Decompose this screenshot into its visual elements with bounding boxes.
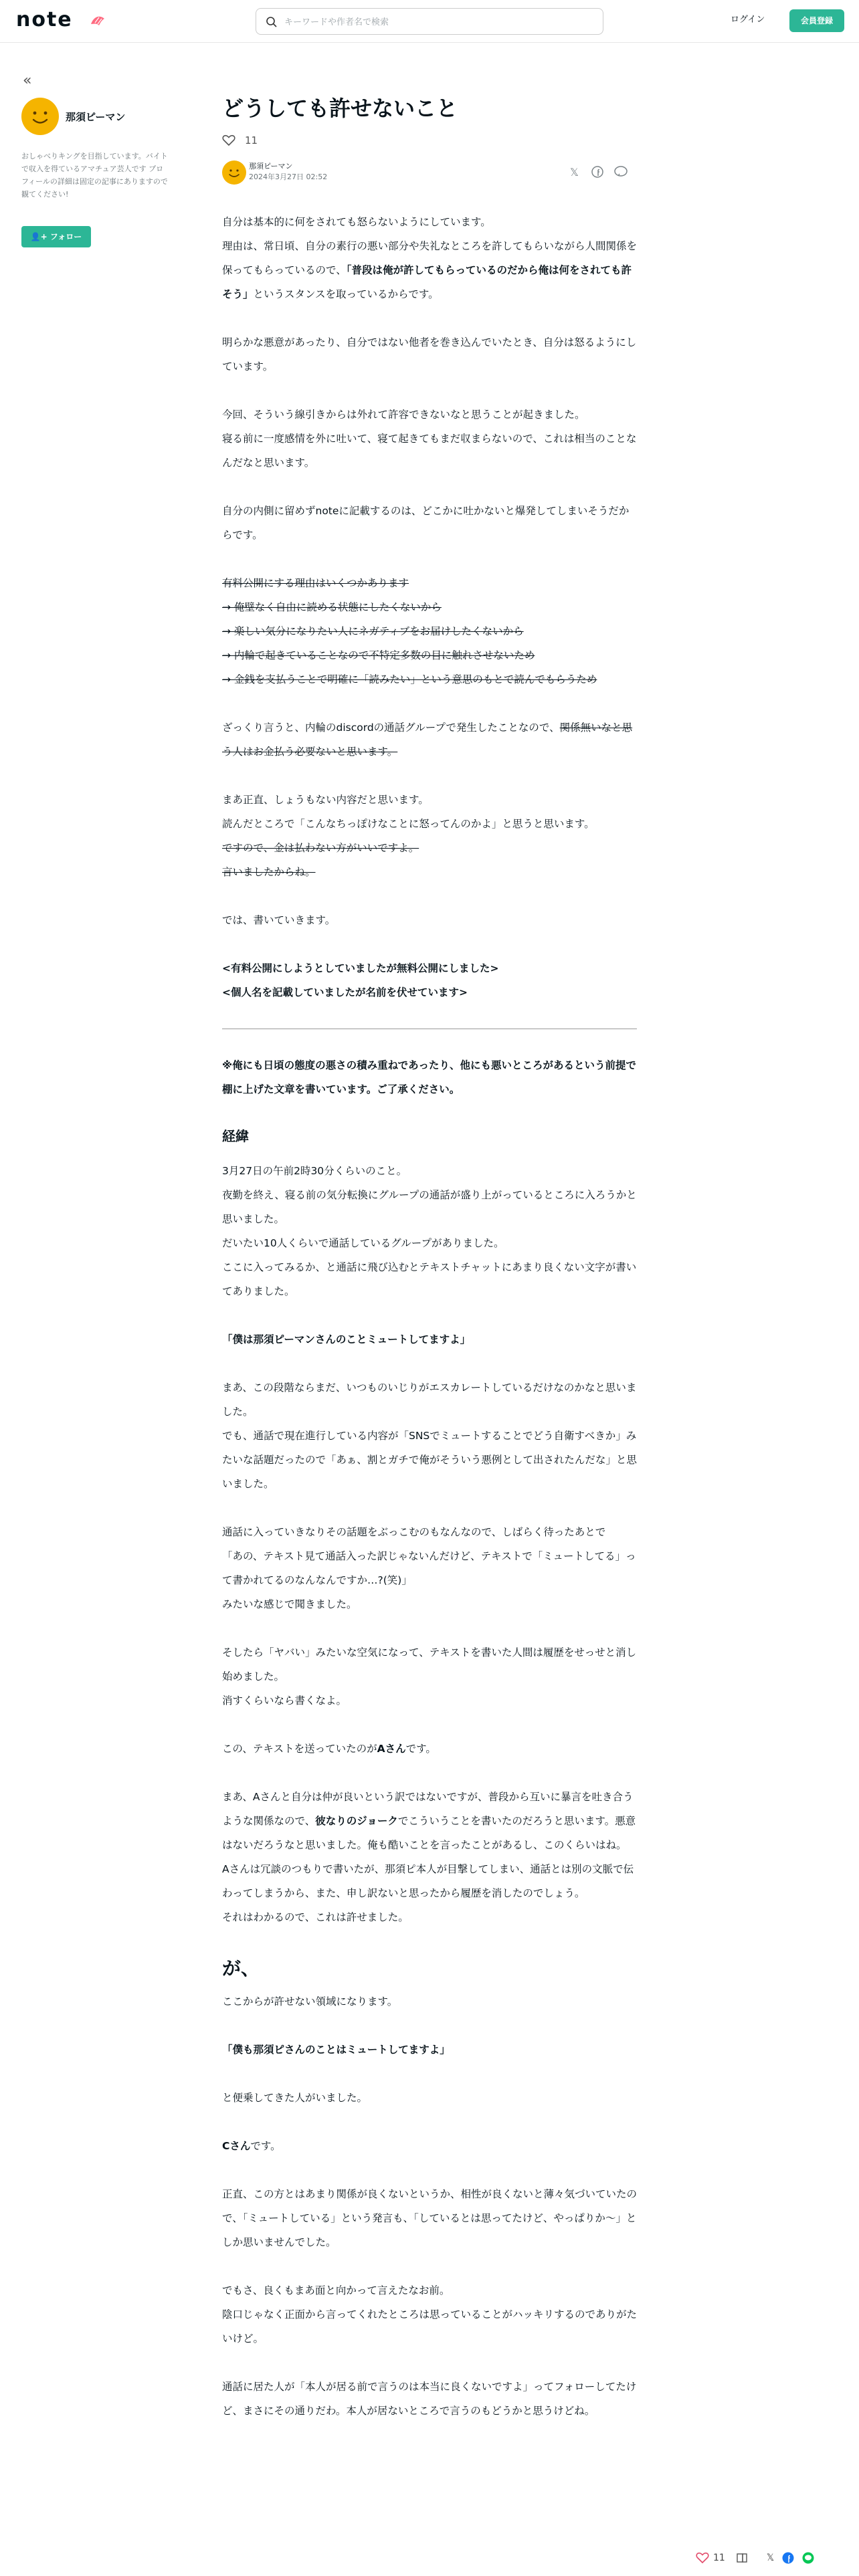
paragraph [222, 716, 637, 764]
paragraph [222, 1159, 637, 1303]
bold-text: 「僕も那須ピさんのことはミュートしてますよ」 [222, 2044, 450, 2056]
sidebar-author-bio: おしゃべりキングを目指しています。バイトで収入を得ているアマチュア芸人です プロフィールの詳細は固定の記事にありますので観てください! [21, 152, 168, 199]
text: ざっくり言うと、内輪のdiscordの通話グループで発生したことなので、 [222, 722, 560, 734]
paragraph: ここからが許せない領域になります。 [222, 1996, 398, 2008]
struck-text: → 俺壁なく自由に読める状態にしたくないから [222, 601, 442, 613]
paragraph: 通話に居た人が「本人が居る前で言うのは本当に良くないですよ」ってフォローしてたけど、まさにその通りだわ。本人が居ないところで言うのもどうかと思うけどね。 [222, 2381, 637, 2417]
text: というスタンスを取っているからです。 [253, 288, 439, 300]
author-row [222, 159, 637, 186]
struck-text: 関係無いなと思う人はお金払う必要ないと思います。 [222, 722, 633, 758]
logo-decoration-icon [90, 13, 107, 27]
publish-date: 2024年3月27日 02:52 [249, 173, 328, 181]
struck-text: 言いましたからね。 [222, 866, 316, 878]
bold-text: <有料公開にしようとしていましたが無料公開にしました> [222, 962, 499, 974]
text: 消すくらいなら書くなよ。 [222, 1695, 347, 1707]
note-logo[interactable]: note [16, 8, 73, 31]
text: ここに入ってみるか、と通話に飛び込むとテキストチャットにあまり良くない文字が書いてありました。 [222, 1261, 637, 1297]
text: です。 [405, 1743, 436, 1755]
bold-text: <個人名を記載していましたが名前を伏せています> [222, 986, 468, 998]
site-header [0, 0, 859, 43]
heart-icon[interactable] [222, 134, 235, 146]
facebook-share-icon[interactable] [782, 2552, 794, 2564]
text: 自分は基本的に何をされても怒らないようにしています。 [222, 216, 491, 228]
like-count: 11 [245, 134, 258, 146]
follow-button[interactable] [21, 226, 91, 247]
author-avatar[interactable] [21, 98, 59, 135]
quote [222, 2038, 637, 2062]
bold-text: 「僕は那須ピーマンさんのことミュートしてますよ」 [222, 1333, 471, 1346]
struck-text: 有料公開にする理由はいくつかあります [222, 577, 409, 589]
paragraph: 正直、この方とはあまり関係が良くないというか、相性が良くないと薄々気づいていたので、「ミュートしている」という発言も、「しているとは思ってたけど、やっぱりか〜」としか思いませんでした。 [222, 2188, 638, 2248]
author-name[interactable]: 那須ピーマン [249, 162, 293, 171]
disclaimer [222, 1053, 637, 1101]
paragraph [222, 1520, 637, 1616]
paragraph [222, 210, 637, 306]
author-avatar-small[interactable] [222, 160, 246, 185]
add-user-icon: 👤+ [30, 232, 47, 241]
struck-text: → 内輪で起きていることなので不特定多数の目に触れさせないため [222, 649, 535, 661]
struck-text: → 楽しい気分になりたい人にネガティブをお届けしたくないから [222, 625, 524, 637]
text: Aさんは冗談のつもりで書いたが、那須ピ本人が目撃してしまい、通話とは別の文脈で伝わってしまうから、また、申し訳ないと思ったから履歴を消したのでしょう。 [222, 1863, 634, 1899]
bold-text: Cさん [222, 2140, 251, 2152]
paragraph: と便乗してきた人がいました。 [222, 2092, 368, 2104]
facebook-share-icon[interactable] [591, 166, 603, 178]
collapse-sidebar-icon[interactable]: « [23, 72, 32, 89]
section-heading: 経緯 [222, 1128, 249, 1144]
bold-text: 彼なりのジョーク [315, 1815, 398, 1827]
line-share-icon[interactable] [802, 2552, 814, 2564]
text: この、テキストを送っていたのが [222, 1743, 377, 1755]
paragraph [222, 788, 637, 884]
text: でも、通話で現在進行している内容が「SNSでミュートすることでどう自衛すべきか」みたいな話題だったので「あぁ、割とガチで俺がそういう悪例として出されたんだな」と思いました。 [222, 1430, 637, 1490]
text: まあ、この段階ならまだ、いつものいじりがエスカレートしているだけなのかなと思いました。 [222, 1382, 637, 1418]
paragraph [222, 1376, 637, 1496]
text: 「あの、テキスト見て通話入った訳じゃないんだけど、テキストで「ミュートしてる」って書かれてるのなんなんですか…?(笑)」 [222, 1550, 636, 1586]
text: まあ正直、しょうもない内容だと思います。 [222, 794, 429, 806]
notice [222, 956, 637, 1004]
text: まあ、Aさんと自分は仲が良いという訳ではないですが、普段から互いに暴言を吐き合うような関係なので、 [222, 1791, 634, 1827]
struck-text: → 金銭を支払うことで明確に「読みたい」という意思のもとで読んでもらうため [222, 673, 597, 685]
sidebar-author-name[interactable]: 那須ピーマン [66, 111, 126, 123]
login-link[interactable]: ログイン [731, 15, 765, 25]
large-heading: が、 [222, 1957, 260, 1979]
article-body [222, 210, 637, 2423]
paragraph [222, 1785, 637, 1929]
paragraph [222, 2134, 637, 2158]
text: みたいな感じで聞きました。 [222, 1598, 357, 1610]
text: 読んだところで「こんなちっぽけなことに怒ってんのかよ」と思うと思います。 [222, 818, 595, 830]
bold-text: ※俺にも日頃の態度の悪さの積み重ねであったり、他にも悪いところがあるという前提で棚に上げた文章を書いています。ご了承ください。 [222, 1059, 637, 1095]
x-share-icon[interactable]: 𝕏 [766, 2553, 775, 2563]
paragraph [222, 1737, 637, 1761]
x-share-icon[interactable]: 𝕏 [570, 166, 579, 179]
bold-text: 「普段は俺が許してもらっているのだから俺は何をされても許そう」 [222, 264, 632, 300]
paragraph [222, 1640, 637, 1713]
like-row [222, 132, 637, 148]
text: それはわかるので、これは許せました。 [222, 1911, 409, 1923]
paragraph: 明らかな悪意があったり、自分ではない他者を巻き込んでいたとき、自分は怒るようにしています。 [222, 336, 637, 372]
floating-action-bar [696, 2548, 856, 2568]
paragraph [222, 2278, 637, 2351]
heart-icon[interactable] [696, 2552, 709, 2564]
strikethrough-list [222, 571, 637, 691]
like-count: 11 [713, 2553, 725, 2563]
bold-text: Aさん [377, 1743, 406, 1755]
text: 理由は、常日頃、自分の素行の悪い部分や失礼なところを許してもらいながら人間関係を保ってもらっているので、 [222, 240, 638, 276]
text: です。 [250, 2140, 281, 2152]
search-box[interactable] [256, 8, 603, 35]
line-share-icon[interactable] [614, 166, 628, 178]
text: 陰口じゃなく正面から言ってくれたところは思っていることがハッキリするのでありがたいけど。 [222, 2309, 638, 2345]
text: 今回、そういう線引きからは外れて許容できないなと思うことが起きました。 [222, 409, 585, 421]
paragraph [222, 403, 637, 475]
text: だいたい10人くらいで通話しているグループがありました。 [222, 1237, 504, 1249]
quote [222, 1327, 637, 1352]
struck-text: ですので、金は払わない方がいいですよ。 [222, 842, 419, 854]
paragraph: では、書いていきます。 [222, 914, 336, 926]
text: 3月27日の午前2時30分くらいのこと。 [222, 1165, 407, 1177]
follow-label: フォロー [50, 232, 82, 241]
article-title: どうしても許せないこと [222, 96, 458, 121]
text: 夜勤を終え、寝る前の気分転換にグループの通話が盛り上がっているところに入ろうかと思いました。 [222, 1189, 637, 1225]
text: 寝る前に一度感情を外に吐いて、寝て起きてもまだ収まらないので、これは相当のことなんだなと思います。 [222, 433, 637, 469]
paragraph: 自分の内側に留めずnoteに記載するのは、どこかに吐かないと爆発してしまいそうだからです。 [222, 505, 630, 541]
article [222, 92, 637, 2447]
text: でもさ、良くもまあ面と向かって言えたなお前。 [222, 2284, 450, 2296]
text: そしたら「ヤバい」みたいな空気になって、テキストを書いた人間は履歴をせっせと消し始めました。 [222, 1646, 637, 1683]
search-icon [266, 16, 278, 28]
text: 通話に入っていきなりその話題をぶっこむのもなんなので、しばらく待ったあとで [222, 1526, 606, 1538]
text: でこういうことを書いたのだろうと思います。悪意はないだろうなと思いました。俺も酷いことを言ったことがあるし、このくらいはね。 [222, 1815, 636, 1851]
search-input[interactable] [284, 14, 592, 30]
signup-button[interactable]: 会員登録 [789, 9, 844, 32]
magazine-add-icon[interactable] [736, 2552, 749, 2564]
